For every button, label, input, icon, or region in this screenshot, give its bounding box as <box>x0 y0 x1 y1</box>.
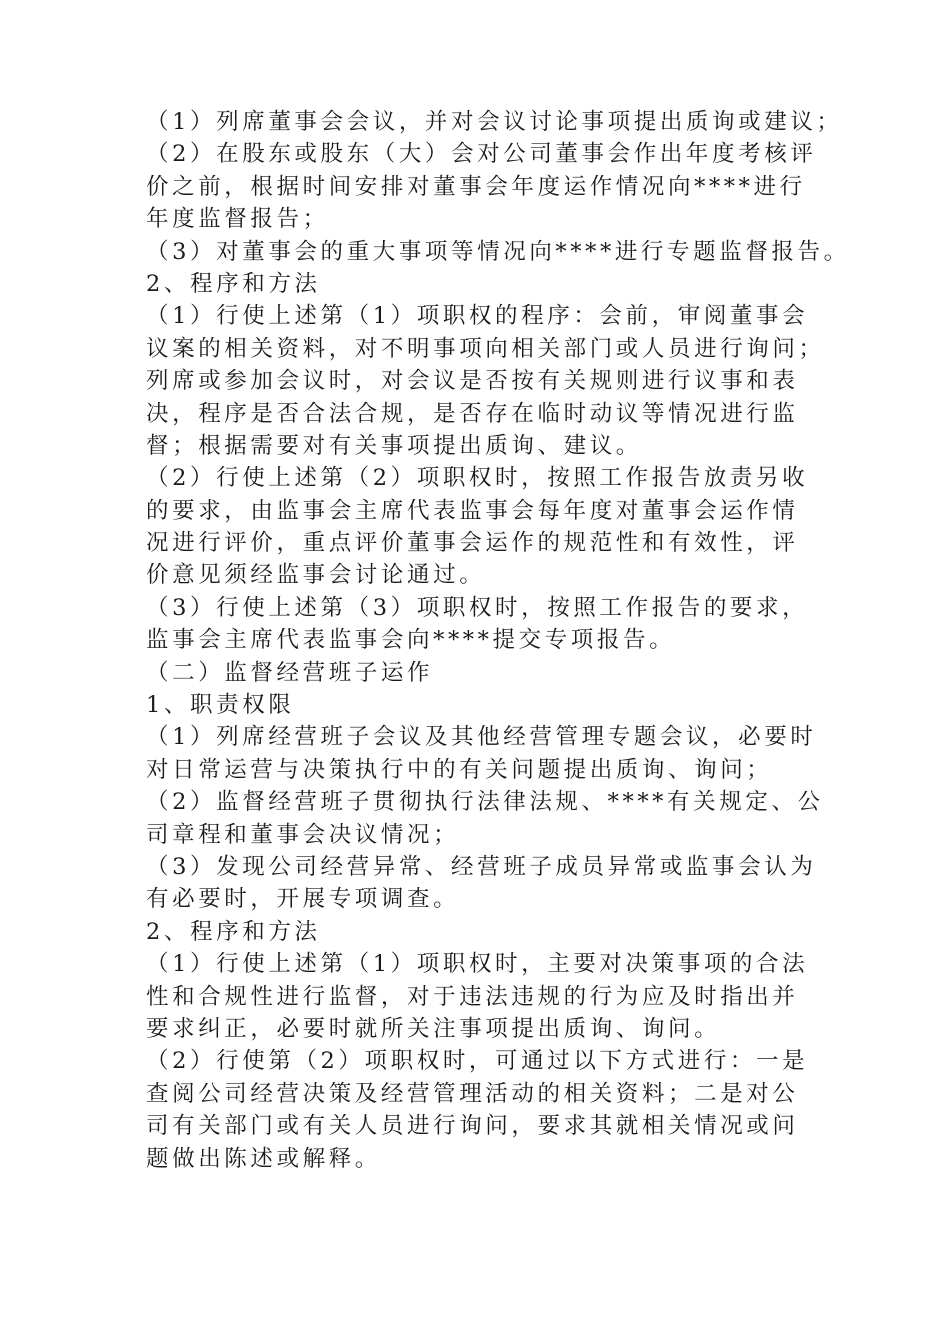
text-line: （3）对董事会的重大事项等情况向****进行专题监督报告。 <box>146 238 850 265</box>
section-heading: 1、职责权限 <box>146 692 295 719</box>
text-line: 题做出陈述或解释。 <box>146 1145 381 1172</box>
text-line: 监事会主席代表监事会向****提交专项报告。 <box>146 627 676 654</box>
text-line: 况进行评价，重点评价董事会运作的规范性和有效性，评 <box>146 530 799 557</box>
text-line: （1）列席经营班子会议及其他经营管理专题会议，必要时 <box>146 724 817 751</box>
text-line: 性和合规性进行监督，对于违法违规的行为应及时指出并 <box>146 983 799 1010</box>
text-line: （1）行使上述第（1）项职权时，主要对决策事项的合法 <box>146 951 809 978</box>
text-line: （3）发现公司经营异常、经营班子成员异常或监事会认为 <box>146 853 817 880</box>
section-heading: 2、程序和方法 <box>146 918 321 945</box>
text-line: （3）行使上述第（3）项职权时，按照工作报告的要求， <box>146 594 809 621</box>
text-line: （2）行使第（2）项职权时，可通过以下方式进行：一是 <box>146 1048 809 1075</box>
text-line: 的要求，由监事会主席代表监事会每年度对董事会运作情 <box>146 497 799 524</box>
text-line: 对日常运营与决策执行中的有关问题提出质询、询问； <box>146 756 773 783</box>
text-line: 价意见须经监事会讨论通过。 <box>146 562 486 589</box>
text-line: 查阅公司经营决策及经营管理活动的相关资料；二是对公 <box>146 1080 799 1107</box>
text-line: 督；根据需要对有关事项提出质询、建议。 <box>146 432 642 459</box>
text-line: 司有关部门或有关人员进行询问，要求其就相关情况或问 <box>146 1113 799 1140</box>
section-heading: 2、程序和方法 <box>146 270 321 297</box>
text-line: （2）行使上述第（2）项职权时，按照工作报告放责另收 <box>146 465 809 492</box>
text-line: 列席或参加会议时，对会议是否按有关规则进行议事和表 <box>146 368 799 395</box>
section-heading: （二）监督经营班子运作 <box>146 659 434 686</box>
text-line: 价之前，根据时间安排对董事会年度运作情况向****进行 <box>146 173 806 200</box>
text-line: 司章程和董事会决议情况； <box>146 821 460 848</box>
text-line: 要求纠正，必要时就所关注事项提出质询、询问。 <box>146 1015 721 1042</box>
text-line: 年度监督报告； <box>146 206 329 233</box>
text-line: （2）在股东或股东（大）会对公司董事会作出年度考核评 <box>146 141 817 168</box>
document-body <box>146 106 850 1175</box>
text-line: （1）列席董事会会议，并对会议讨论事项提出质询或建议； <box>146 109 843 135</box>
text-line: （2）监督经营班子贯彻执行法律法规、****有关规定、公 <box>146 789 824 816</box>
text-line: 决，程序是否合法合规，是否存在临时动议等情况进行监 <box>146 400 799 427</box>
text-line: （1）行使上述第（1）项职权的程序：会前，审阅董事会 <box>146 303 809 330</box>
text-line: 有必要时，开展专项调查。 <box>146 886 460 913</box>
text-line: 议案的相关资料，对不明事项向相关部门或人员进行询问； <box>146 335 825 362</box>
